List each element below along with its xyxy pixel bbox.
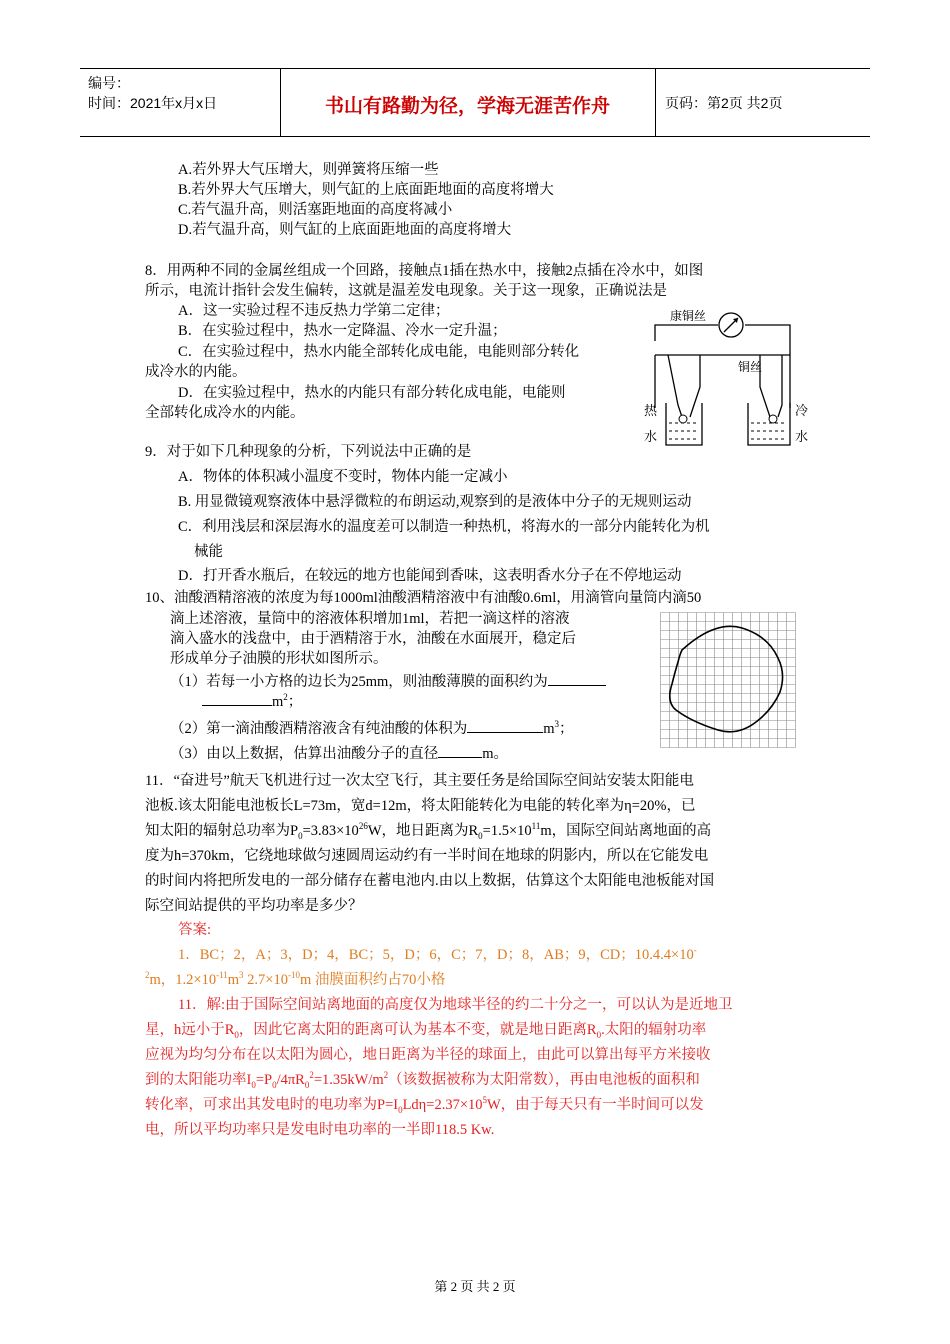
q7-option-c: C.若气温升高，则活塞距地面的高度将减小 <box>178 202 453 218</box>
q8-stem: 8．用两种不同的金属丝组成一个回路，接触点1插在热水中，接触2点插在冷水中，如图 <box>145 263 704 279</box>
solution-line: 电，所以平均功率只是发电时电功率的一半即118.5 Kw. <box>145 1122 495 1138</box>
label-cold: 冷 <box>795 404 809 419</box>
q11-stem: 际空间站提供的平均功率是多少？ <box>145 898 363 914</box>
q10-sub-1-text: （1）若每一小方格的边长为25mm，则油酸薄膜的面积约为 <box>170 674 548 690</box>
q7-option-b: B.若外界大气压增大，则气缸的上底面距地面的高度将增大 <box>178 182 554 198</box>
q8-option-d: D．在实验过程中，热水的内能只有部分转化成电能，电能则 <box>178 385 566 401</box>
q7-option-d: D.若气温升高，则气缸的上底面距地面的高度将增大 <box>178 222 512 238</box>
label-cold: 水 <box>795 430 809 445</box>
label-copper: 铜丝 <box>738 360 763 374</box>
motto: 书山有路勤为径，学海无涯苦作舟 <box>324 95 610 117</box>
q8-stem: 所示，电流计指针会发生偏转，这就是温差发电现象。关于这一现象，正确说法是 <box>145 283 667 299</box>
q9-option-a: A．物体的体积减小温度不变时，物体内能一定减小 <box>178 469 508 485</box>
solution-line: 11．解:由于国际空间站离地面的高度仅为地球半径的约二十分之一，可以认为是近地卫 <box>178 997 733 1013</box>
thermocouple-figure <box>640 305 815 460</box>
oil-film-outline <box>670 626 783 731</box>
q10-stem: 形成单分子油膜的形状如图所示。 <box>170 651 388 667</box>
q11-stem: 知太阳的辐射总功率为$P_0=3.83\times 10^{26}W$，地日距离为$R_0=1.5\times 10^{11}m$，国际空间站离地面的高 <box>145 821 712 841</box>
q11-stem: 池板.该太阳能电池板长L=73m，宽d=12m，将太阳能转化为电能的转化率为η=20%，已 <box>145 798 696 814</box>
q11-stem: 的时间内将把所发电的一部分储存在蓄电池内.由以上数据，估算这个太阳能电池板能对国 <box>145 873 715 889</box>
solution-line: 星，h远小于$R_0$，因此它离太阳的距离可认为基本不变，就是地日距离$R_0$.太阳的辐射功率 <box>145 1022 707 1040</box>
answer-line: 1．BC；2，A；3，D；4，BC；5，D；6，C；7，D；8，AB；9，CD；10.4.4×10- <box>178 945 697 963</box>
label-hot: 水 <box>644 430 658 445</box>
q10-sub-1 <box>170 672 606 692</box>
q11-stem: 11．“奋进号”航天飞机进行过一次太空飞行，其主要任务是给国际空间站安装太阳能电 <box>145 773 694 789</box>
q10-stem: 滴上述溶液，量筒中的溶液体积增加1ml，若把一滴这样的溶液 <box>170 611 570 627</box>
q9-option-b: B. 用显微镜观察液体中悬浮微粒的布朗运动,观察到的是液体中分子的无规则运动 <box>178 494 692 510</box>
header-divider <box>655 69 656 136</box>
answer-blank[interactable] <box>202 705 272 706</box>
q9-stem: 9．对于如下几种现象的分析，下列说法中正确的是 <box>145 444 472 460</box>
page-footer: 第 2 页 共 2 页 <box>434 1279 516 1294</box>
page-label: 页码：第2页 共2页 <box>665 95 783 111</box>
answer-label: 答案: <box>178 922 212 938</box>
q8-option-c: 成冷水的内能。 <box>145 364 247 380</box>
q10-stem: 10、油酸酒精溶液的浓度为每1000ml油酸酒精溶液中有油酸0.6ml，用滴管向量筒内滴50 <box>145 590 702 606</box>
answer-blank[interactable] <box>548 685 606 686</box>
q8-option-c: C．在实验过程中，热水内能全部转化成电能，电能则部分转化 <box>178 344 580 360</box>
q8-option-d: 全部转化成冷水的内能。 <box>145 405 305 421</box>
q10-sub-3: （3）由以上数据，估算出油酸分子的直径 m。 <box>170 746 509 762</box>
q9-option-d: D．打开香水瓶后，在较远的地方也能闻到香味，这表明香水分子在不停地运动 <box>178 568 682 584</box>
label-constantan: 康铜丝 <box>670 309 707 323</box>
q8-option-b: B．在实验过程中，热水一定降温、冷水一定升温； <box>178 323 507 339</box>
answer-blank[interactable] <box>467 732 543 733</box>
answer-blank[interactable] <box>438 757 482 758</box>
answer-line: $^2$m，$1.2\times 10^{-11}m^3$ $2.7\times 10^{-10}m$ 油膜面积约占70小格 <box>145 970 446 988</box>
oil-film-grid-figure <box>660 612 796 750</box>
q7-option-a: A.若外界大气压增大，则弹簧将压缩一些 <box>178 162 439 178</box>
q10-sub-2: （2）第一滴油酸酒精溶液含有纯油酸的体积为 $m^3$； <box>170 719 574 737</box>
solution-line: 转化率，可求出其发电时的电功率为$P=I_0Ld\eta=2.37\times 10^5W$，由于每天只有一半时间可以发 <box>145 1095 704 1115</box>
solution-line: 应视为均匀分布在以太阳为圆心，地日距离为半径的球面上，由此可以算出每平方米接收 <box>145 1047 711 1063</box>
solution-line: 到的太阳能功率$I_0=P_0/4\pi R_0^2=1.35kW/m^2$（该数据被称为太阳常数），再由电池板的面积和 <box>145 1070 700 1090</box>
q10-sub-1-cont: $m^2$； <box>202 692 302 712</box>
q11-stem: 度为h=370km，它绕地球做匀速圆周运动约有一半时间在地球的阴影内，所以在它能发电 <box>145 848 709 864</box>
q9-option-c: 械能 <box>194 544 223 560</box>
header-meta <box>88 73 217 113</box>
q10-stem: 滴入盛水的浅盘中，由于酒精溶于水，油酸在水面展开，稳定后 <box>170 631 576 647</box>
q9-option-c: C．利用浅层和深层海水的温度差可以制造一种热机，将海水的一部分内能转化为机 <box>178 519 710 535</box>
page-header <box>80 68 870 137</box>
time-label: 时间：2021年x月x日 <box>88 95 218 111</box>
galvanometer-icon <box>719 313 743 337</box>
code-label: 编号： <box>88 75 130 91</box>
label-hot: 热 <box>644 404 658 419</box>
q8-option-a: A．这一实验过程不违反热力学第二定律； <box>178 303 450 319</box>
